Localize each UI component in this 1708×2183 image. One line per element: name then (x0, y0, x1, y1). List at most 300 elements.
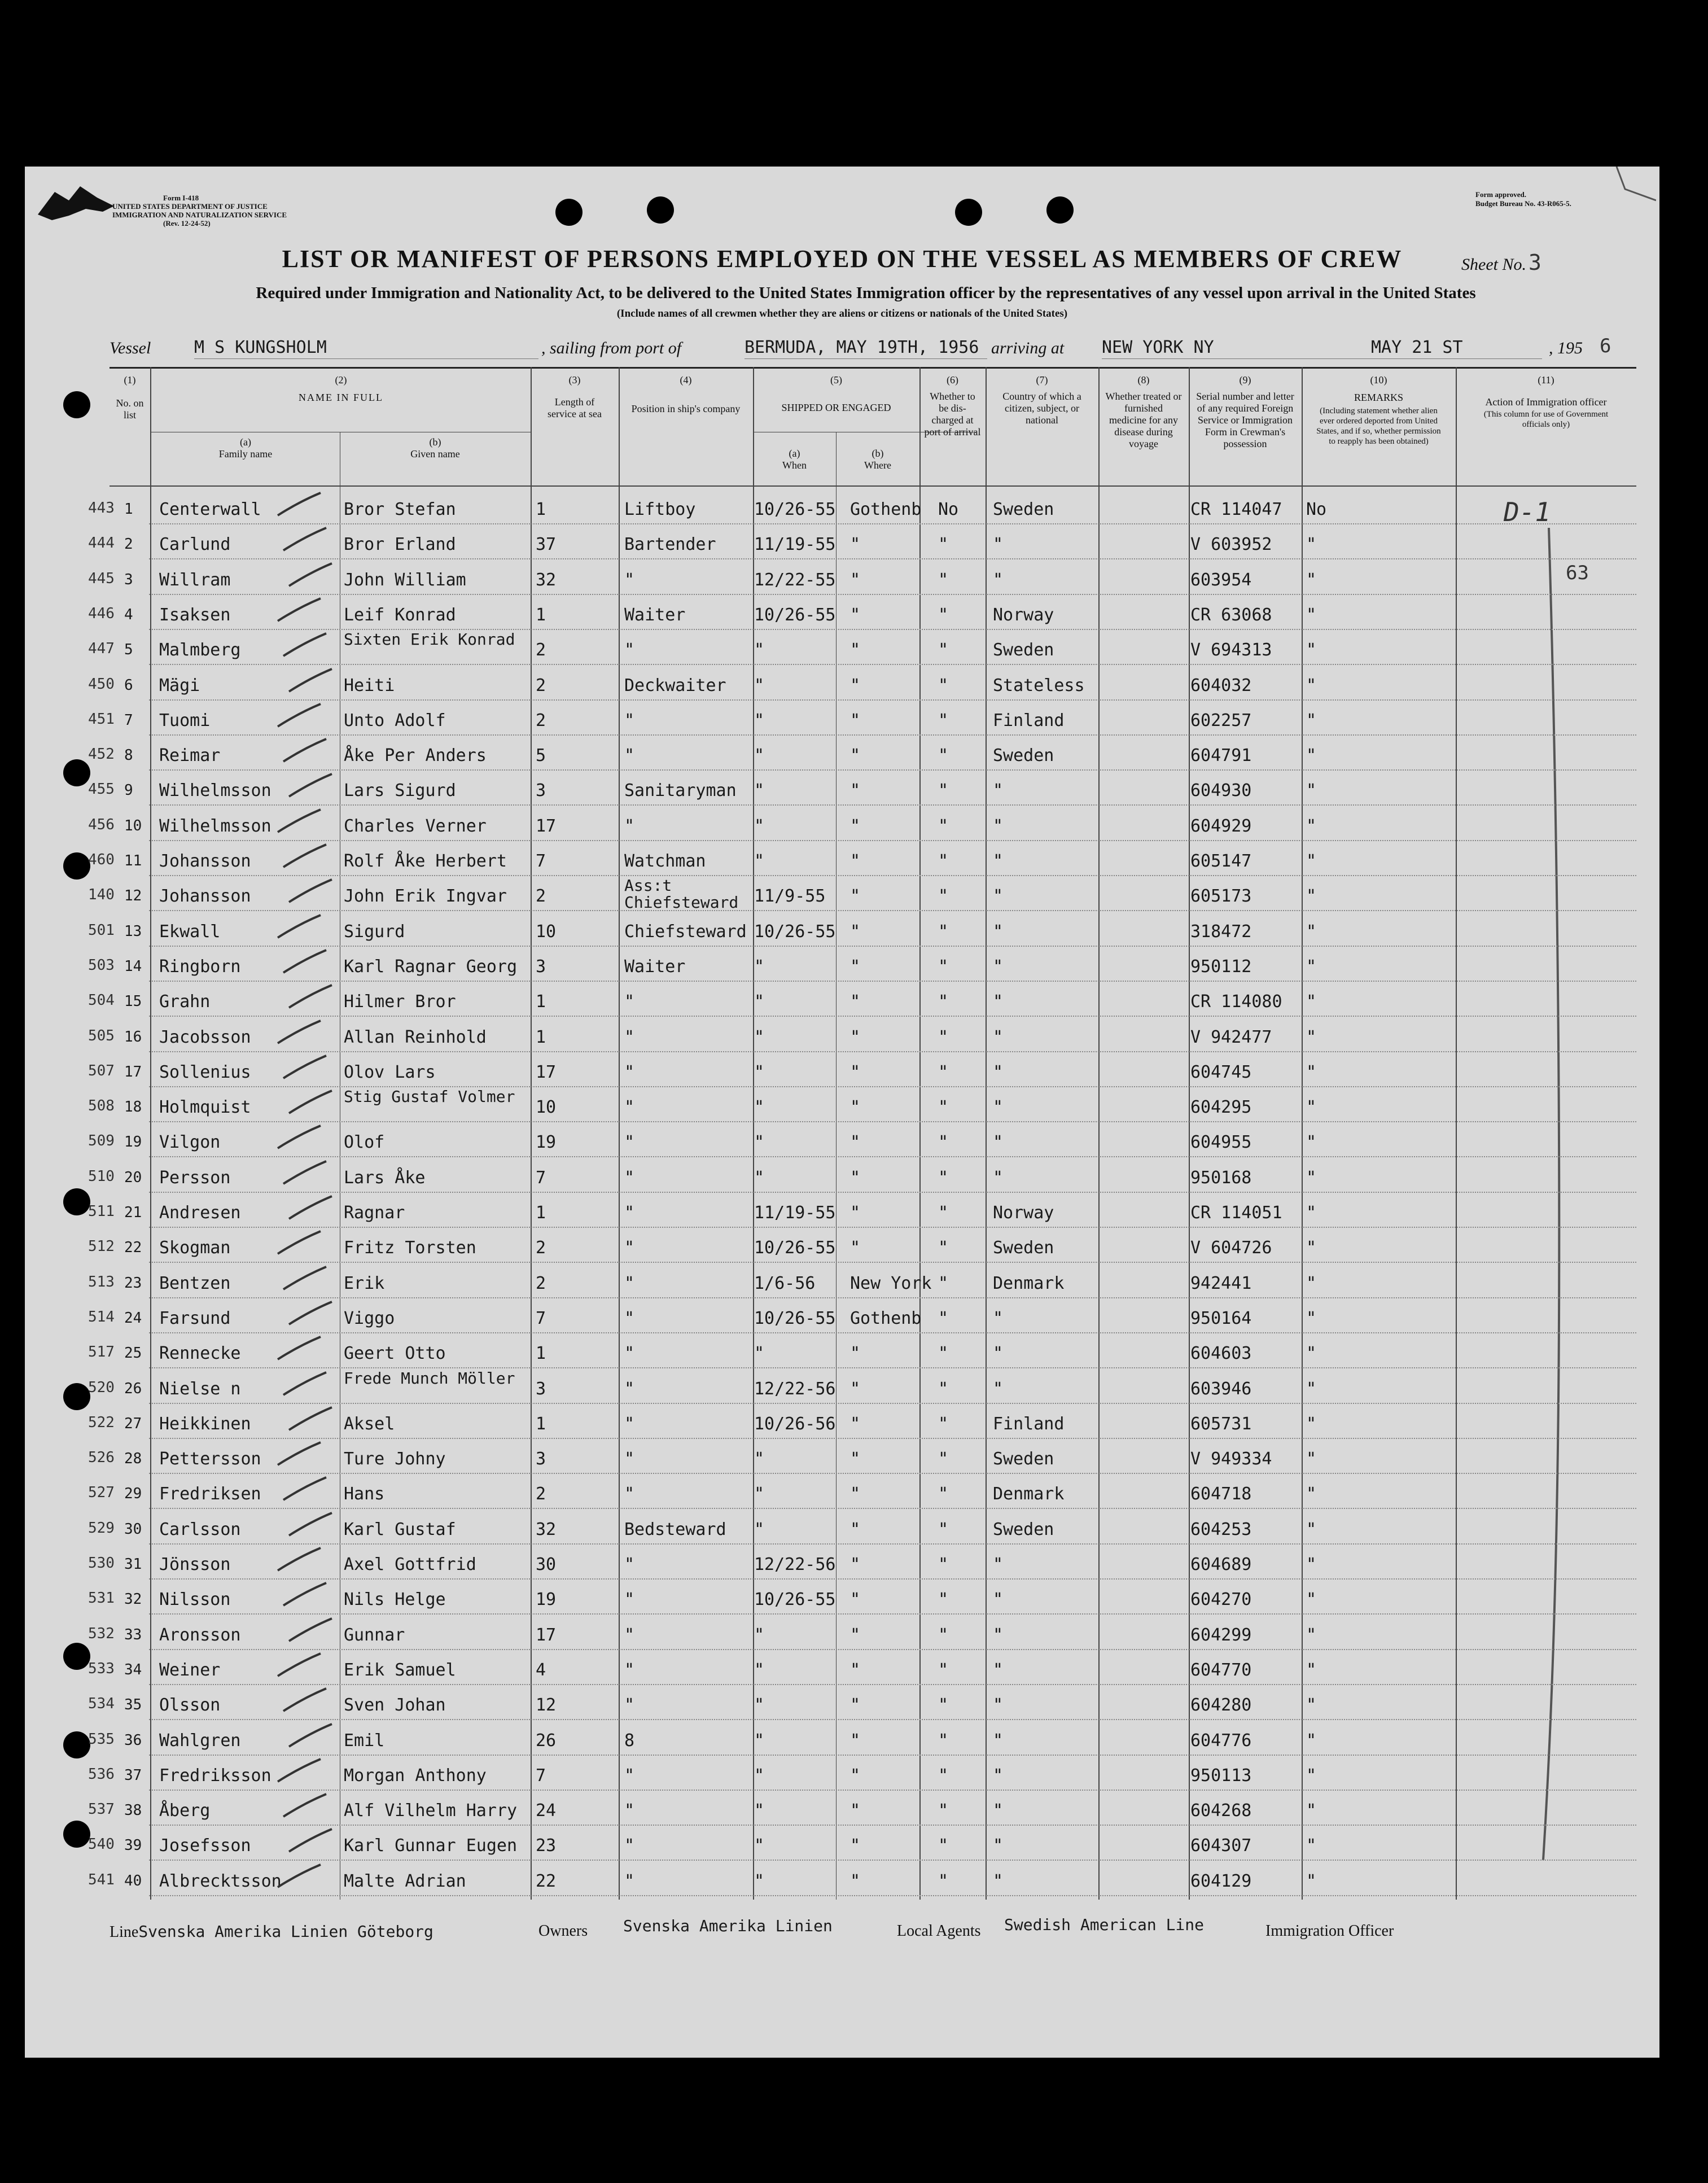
check-mark-icon (273, 1757, 324, 1785)
check-mark-icon (284, 1616, 335, 1644)
check-mark-icon (284, 1194, 335, 1222)
cell-serial: 604718 (1190, 1484, 1252, 1504)
cell-dis: " (938, 1801, 949, 1821)
table-row (25, 736, 1659, 771)
cell-given: Sven Johan (344, 1695, 446, 1716)
annotation-63: 63 (1566, 562, 1589, 584)
cell-pos: Waiter (624, 605, 686, 625)
cell-rem: " (1306, 710, 1317, 730)
cell-family: Tuomi (159, 710, 211, 730)
cell-given: Karl Gustaf (344, 1519, 456, 1539)
check-mark-icon (284, 1405, 335, 1433)
check-mark-icon (279, 1686, 330, 1714)
row-ref-number: 446 (88, 605, 115, 622)
row-number: 18 (124, 1099, 142, 1116)
row-number: 1 (124, 501, 133, 518)
cell-serial: CR 114080 (1190, 992, 1282, 1012)
row-ref-number: 529 (88, 1519, 115, 1537)
cell-given: Lars Åke (344, 1167, 426, 1188)
cell-where: Gothenb (850, 1308, 922, 1328)
table-row (25, 806, 1659, 841)
check-mark-icon (279, 1370, 330, 1398)
row-number: 36 (124, 1731, 142, 1749)
cell-when: 11/19-55 (754, 535, 836, 555)
check-mark-icon (273, 596, 324, 624)
punch-hole (647, 196, 674, 224)
cell-rem: " (1306, 1027, 1317, 1047)
cell-serial: V 949334 (1190, 1449, 1272, 1469)
cell-pos: Deckwaiter (624, 675, 726, 695)
cell-given: Sixten Erik Konrad (344, 630, 515, 649)
row-ref-number: 501 (88, 921, 115, 939)
row-ref-number: 530 (88, 1555, 115, 1572)
cell-rem: " (1306, 1590, 1317, 1610)
cell-country: Sweden (993, 1238, 1054, 1258)
row-number: 2 (124, 536, 133, 553)
cell-dis: " (938, 570, 949, 590)
check-mark-icon (284, 772, 335, 800)
cell-where: " (850, 1167, 861, 1188)
check-mark-icon (273, 1018, 324, 1047)
cell-len: 2 (536, 1238, 546, 1258)
cell-when: 11/19-55 (754, 1203, 836, 1223)
cell-dis: " (938, 816, 949, 836)
row-ref-number: 447 (88, 640, 115, 658)
row-number: 40 (124, 1872, 142, 1889)
cell-dis: " (938, 1765, 949, 1786)
cell-serial: 604307 (1190, 1836, 1252, 1856)
col-2-header: (2) NAME IN FULL (299, 374, 383, 403)
cell-where: " (850, 1660, 861, 1680)
row-ref-number: 510 (88, 1167, 115, 1185)
line-label: Line (110, 1923, 139, 1941)
cell-serial: 604930 (1190, 781, 1252, 801)
check-mark-icon (279, 526, 330, 554)
cell-pos: " (624, 1801, 635, 1821)
cell-family: Isaksen (159, 605, 231, 625)
cell-serial: 605147 (1190, 851, 1252, 871)
cell-country: " (993, 992, 1004, 1012)
table-row (25, 560, 1659, 595)
agency-line-1: UNITED STATES DEPARTMENT OF JUSTICE (112, 202, 268, 211)
cell-country: " (993, 1836, 1004, 1856)
cell-len: 10 (536, 1097, 557, 1118)
cell-rem: " (1306, 1625, 1317, 1645)
cell-rem: " (1306, 1379, 1317, 1399)
row-number: 26 (124, 1380, 142, 1397)
cell-family: Rennecke (159, 1344, 241, 1364)
cell-family: Jönsson (159, 1555, 231, 1574)
cell-pos: " (624, 640, 635, 660)
cell-when: " (754, 1730, 765, 1751)
cell-rem: " (1306, 1660, 1317, 1680)
cell-family: Åberg (159, 1801, 211, 1821)
cell-country: " (993, 1132, 1004, 1153)
cell-where: " (850, 1801, 861, 1821)
cell-when: " (754, 640, 765, 660)
cell-serial: 605173 (1190, 886, 1252, 907)
row-number: 20 (124, 1169, 142, 1186)
cell-where: " (850, 851, 861, 871)
cell-where: " (850, 1836, 861, 1856)
cell-where: " (850, 921, 861, 942)
eagle-seal-icon (35, 181, 120, 223)
cell-given: Axel Gottfrid (344, 1555, 476, 1574)
table-row (25, 1333, 1659, 1368)
cell-pos: " (624, 1765, 635, 1786)
table-row (25, 1263, 1659, 1298)
cell-where: " (850, 781, 861, 801)
cell-when: " (754, 992, 765, 1012)
table-row (25, 912, 1659, 947)
row-ref-number: 508 (88, 1097, 115, 1115)
table-row (25, 1193, 1659, 1228)
cell-given: Erik (344, 1273, 385, 1293)
cell-where: " (850, 992, 861, 1012)
cell-country: " (993, 1590, 1004, 1610)
cell-serial: V 603952 (1190, 535, 1272, 555)
cell-given: Sigurd (344, 921, 405, 942)
cell-country: " (993, 1167, 1004, 1188)
cell-dis: " (938, 1871, 949, 1891)
cell-len: 1 (536, 992, 546, 1012)
row-ref-number: 511 (88, 1203, 115, 1220)
cell-where: " (850, 1625, 861, 1645)
row-ref-number: 514 (88, 1308, 115, 1325)
check-mark-icon (279, 1581, 330, 1609)
row-number: 39 (124, 1837, 142, 1854)
punch-hole (1046, 196, 1074, 224)
cell-country: " (993, 1097, 1004, 1118)
agency-line-2: IMMIGRATION AND NATURALIZATION SERVICE (112, 211, 287, 219)
cell-len: 32 (536, 1519, 557, 1539)
cell-when: " (754, 1625, 765, 1645)
cell-serial: 604776 (1190, 1730, 1252, 1751)
cell-dis: " (938, 1132, 949, 1153)
cell-family: Ringborn (159, 956, 241, 977)
check-mark-icon (273, 1546, 324, 1574)
row-ref-number: 513 (88, 1273, 115, 1290)
cell-pos: 8 (624, 1730, 635, 1751)
owners-label: Owners (538, 1922, 588, 1940)
check-mark-icon (284, 667, 335, 695)
cell-when: " (754, 1801, 765, 1821)
cell-country: Finland (993, 1414, 1065, 1434)
cell-given: Leif Konrad (344, 605, 456, 625)
cell-country: " (993, 1871, 1004, 1891)
cell-family: Olsson (159, 1695, 221, 1716)
footer-line (110, 1922, 433, 1941)
row-ref-number: 526 (88, 1449, 115, 1467)
cell-rem: " (1306, 1871, 1317, 1891)
cell-when: " (754, 1660, 765, 1680)
cell-where: Gothenb (850, 500, 922, 519)
row-number: 8 (124, 747, 133, 764)
cell-family: Andresen (159, 1203, 241, 1223)
cell-rem: " (1306, 1062, 1317, 1082)
table-row (25, 1545, 1659, 1580)
cell-serial: 604280 (1190, 1695, 1252, 1716)
col-1-header: (1) No. on list (116, 374, 144, 421)
cell-rem: " (1306, 816, 1317, 836)
cell-rem: " (1306, 675, 1317, 695)
cell-country: " (993, 535, 1004, 555)
check-mark-icon (284, 983, 335, 1011)
row-number: 32 (124, 1591, 142, 1608)
row-number: 27 (124, 1415, 142, 1432)
cell-when: " (754, 746, 765, 766)
row-ref-number: 452 (88, 746, 115, 763)
cell-given: Ragnar (344, 1203, 405, 1223)
check-mark-icon (279, 1159, 330, 1187)
cell-when: 10/26-55 (754, 500, 836, 519)
cell-len: 1 (536, 1344, 546, 1364)
table-row (25, 1017, 1659, 1052)
col-3-header: (3) Length of service at sea (548, 374, 602, 419)
check-mark-icon (279, 631, 330, 659)
cell-country: " (993, 1062, 1004, 1082)
cell-len: 22 (536, 1871, 557, 1891)
cell-pos: Bedsteward (624, 1519, 726, 1539)
cell-rem: " (1306, 1519, 1317, 1539)
cell-dis: " (938, 1167, 949, 1188)
cell-dis: " (938, 1484, 949, 1504)
cell-when: " (754, 1344, 765, 1364)
cell-serial: 604745 (1190, 1062, 1252, 1082)
cell-country: Denmark (993, 1273, 1065, 1293)
punch-hole (63, 391, 90, 418)
cell-rem: " (1306, 1414, 1317, 1434)
cell-country: Norway (993, 605, 1054, 625)
row-ref-number: 541 (88, 1871, 115, 1888)
row-ref-number: 534 (88, 1695, 115, 1713)
row-ref-number: 535 (88, 1730, 115, 1748)
cell-when: " (754, 1097, 765, 1118)
row-ref-number: 540 (88, 1836, 115, 1853)
cell-given: Rolf Åke Herbert (344, 851, 507, 871)
check-mark-icon (284, 1088, 335, 1117)
check-mark-icon (279, 1475, 330, 1503)
owners-value: Svenska Amerika Linien (623, 1917, 833, 1935)
cell-family: Holmquist (159, 1097, 251, 1118)
cell-len: 7 (536, 1167, 546, 1188)
check-mark-icon (273, 702, 324, 730)
row-ref-number: 455 (88, 781, 115, 798)
check-mark-icon (279, 1053, 330, 1082)
cell-country: " (993, 1027, 1004, 1047)
cell-rem: " (1306, 956, 1317, 977)
cell-dis: " (938, 1203, 949, 1223)
cell-given: Karl Ragnar Georg (344, 956, 518, 977)
agents-label: Local Agents (897, 1922, 981, 1940)
arriving-port: NEW YORK NY (1102, 338, 1214, 357)
row-number: 14 (124, 957, 142, 975)
cell-serial: CR 114047 (1190, 500, 1282, 519)
row-ref-number: 443 (88, 500, 115, 517)
col-8-header: (8) Whether treated or furnished medicine for any disease during voyage (1105, 374, 1182, 449)
row-number: 34 (124, 1661, 142, 1678)
cell-when: " (754, 1062, 765, 1082)
check-mark-icon (284, 1511, 335, 1539)
cell-where: " (850, 1238, 861, 1258)
row-ref-number: 507 (88, 1062, 115, 1079)
cell-when: 12/22-55 (754, 570, 836, 590)
cell-country: " (993, 1555, 1004, 1574)
cell-family: Sollenius (159, 1062, 251, 1082)
cell-when: " (754, 1484, 765, 1504)
cell-len: 3 (536, 956, 546, 977)
cell-serial: CR 63068 (1190, 605, 1272, 625)
cell-rem: No (1306, 500, 1327, 519)
cell-len: 7 (536, 1308, 546, 1328)
row-ref-number: 522 (88, 1414, 115, 1431)
col-6-header: (6) Whether to be dis-charged at port of arrival (924, 374, 981, 438)
cell-when: " (754, 851, 765, 871)
table-row (25, 1650, 1659, 1685)
cell-dis: " (938, 1344, 949, 1364)
cell-rem: " (1306, 1695, 1317, 1716)
cell-when: 12/22-56 (754, 1555, 836, 1574)
cell-serial: 604770 (1190, 1660, 1252, 1680)
cell-when: " (754, 781, 765, 801)
cell-dis: " (938, 1414, 949, 1434)
cell-dis: No (938, 500, 959, 519)
cell-where: " (850, 956, 861, 977)
check-mark-icon (279, 1792, 330, 1820)
cell-serial: 604032 (1190, 675, 1252, 695)
row-ref-number: 531 (88, 1590, 115, 1607)
cell-where: " (850, 1555, 861, 1574)
cell-family: Heikkinen (159, 1414, 251, 1434)
cell-given: Olov Lars (344, 1062, 436, 1082)
check-mark-icon (273, 1123, 324, 1152)
cell-when: 10/26-55 (754, 1308, 836, 1328)
row-ref-number: 512 (88, 1238, 115, 1255)
table-row (25, 595, 1659, 630)
cell-len: 3 (536, 1449, 546, 1469)
cell-when: " (754, 1027, 765, 1047)
row-number: 3 (124, 571, 133, 588)
cell-pos: " (624, 710, 635, 730)
cell-where: " (850, 1379, 861, 1399)
cell-family: Weiner (159, 1660, 221, 1680)
cell-country: Sweden (993, 500, 1054, 519)
row-ref-number: 517 (88, 1344, 115, 1361)
cell-rem: " (1306, 535, 1317, 555)
table-row (25, 841, 1659, 876)
table-row (25, 1404, 1659, 1439)
col-2a-header: (a) Family name (218, 436, 273, 460)
table-row (25, 876, 1659, 911)
cell-rem: " (1306, 1167, 1317, 1188)
cell-country: " (993, 816, 1004, 836)
cell-len: 1 (536, 1203, 546, 1223)
cell-family: Jacobsson (159, 1027, 251, 1047)
cell-country: " (993, 956, 1004, 977)
cell-dis: " (938, 1308, 949, 1328)
cell-pos: " (624, 992, 635, 1012)
row-ref-number: 505 (88, 1027, 115, 1044)
cell-where: " (850, 1132, 861, 1153)
cell-dis: " (938, 1379, 949, 1399)
cell-dis: " (938, 1625, 949, 1645)
cell-serial: 604270 (1190, 1590, 1252, 1610)
cell-given: Bror Erland (344, 535, 456, 555)
cell-dis: " (938, 1449, 949, 1469)
cell-family: Fredriksson (159, 1765, 271, 1786)
cell-pos: " (624, 1449, 635, 1469)
cell-rem: " (1306, 992, 1317, 1012)
cell-when: " (754, 956, 765, 977)
year-digit: 6 (1600, 335, 1611, 357)
cell-where: " (850, 640, 861, 660)
agents-value: Swedish American Line (1004, 1915, 1205, 1934)
cell-rem: " (1306, 1730, 1317, 1751)
cell-pos: " (624, 816, 635, 836)
cell-len: 24 (536, 1801, 557, 1821)
cell-family: Centerwall (159, 500, 261, 519)
table-row (25, 1615, 1659, 1650)
cell-len: 2 (536, 710, 546, 730)
check-mark-icon (273, 1335, 324, 1363)
check-mark-icon (273, 491, 324, 519)
cell-given: Allan Reinhold (344, 1027, 487, 1047)
cell-rem: " (1306, 1097, 1317, 1118)
table-row (25, 947, 1659, 982)
cell-where: " (850, 1344, 861, 1364)
cell-rem: " (1306, 1449, 1317, 1469)
table-row (25, 1052, 1659, 1087)
row-ref-number: 537 (88, 1801, 115, 1818)
check-mark-icon (284, 561, 335, 589)
cell-serial: V 694313 (1190, 640, 1272, 660)
cell-country: " (993, 1801, 1004, 1821)
cell-given: John William (344, 570, 466, 590)
cell-pos: " (624, 1308, 635, 1328)
cell-serial: V 604726 (1190, 1238, 1272, 1258)
table-row (25, 1298, 1659, 1333)
cell-pos: " (624, 1836, 635, 1856)
check-mark-icon (273, 913, 324, 941)
cell-pos: Bartender (624, 535, 716, 555)
cell-rem: " (1306, 1836, 1317, 1856)
cell-len: 30 (536, 1555, 557, 1574)
cell-len: 7 (536, 1765, 546, 1786)
approval-line-1: Form approved. (1475, 190, 1527, 199)
cell-where: " (850, 710, 861, 730)
cell-pos: " (624, 1027, 635, 1047)
cell-pos: " (624, 1273, 635, 1293)
cell-where: " (850, 1484, 861, 1504)
cell-serial: 318472 (1190, 921, 1252, 942)
cell-len: 2 (536, 1273, 546, 1293)
year-label: , 195 (1549, 339, 1583, 357)
cell-pos: Watchman (624, 851, 706, 871)
cell-rem: " (1306, 1484, 1317, 1504)
cell-len: 7 (536, 851, 546, 871)
cell-len: 17 (536, 1625, 557, 1645)
cell-dis: " (938, 746, 949, 766)
cell-serial: 604129 (1190, 1871, 1252, 1891)
cell-where: " (850, 535, 861, 555)
table-row (25, 1721, 1659, 1756)
cell-where: " (850, 886, 861, 907)
row-number: 4 (124, 606, 133, 623)
cell-given: Erik Samuel (344, 1660, 456, 1680)
cell-dis: " (938, 1273, 949, 1293)
cell-given: Stig Gustaf Volmer (344, 1087, 515, 1106)
cell-family: Willram (159, 570, 231, 590)
